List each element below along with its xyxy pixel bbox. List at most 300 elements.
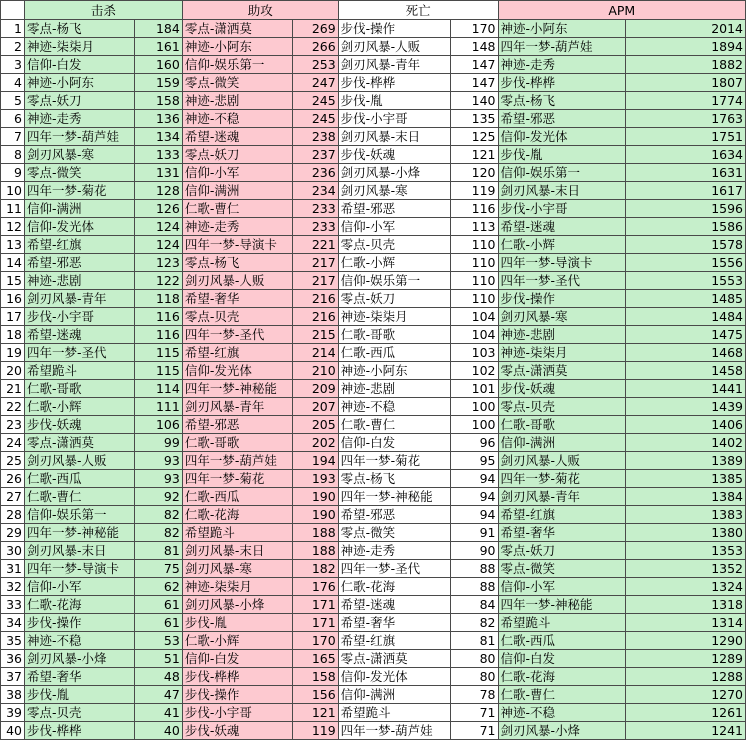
cell-apm-value[interactable]: 1261 bbox=[626, 704, 746, 722]
cell-deaths-name[interactable]: 零点-潇洒莫 bbox=[338, 650, 450, 668]
cell-kills-value[interactable]: 124 bbox=[134, 218, 182, 236]
cell-apm-value[interactable]: 1774 bbox=[626, 92, 746, 110]
cell-assists-name[interactable]: 希望-迷魂 bbox=[182, 128, 292, 146]
cell-deaths-name[interactable]: 仁歌-花海 bbox=[338, 578, 450, 596]
cell-apm-name[interactable]: 仁歌-小辉 bbox=[498, 236, 626, 254]
cell-assists-name[interactable]: 步伐-桦桦 bbox=[182, 668, 292, 686]
cell-apm-value[interactable]: 1241 bbox=[626, 722, 746, 740]
cell-apm-name[interactable]: 神迹-不稳 bbox=[498, 704, 626, 722]
cell-assists-name[interactable]: 希望-奢华 bbox=[182, 290, 292, 308]
cell-assists-value[interactable]: 190 bbox=[292, 488, 338, 506]
cell-apm-name[interactable]: 零点-潇洒莫 bbox=[498, 362, 626, 380]
cell-deaths-name[interactable]: 四年一梦-葫芦娃 bbox=[338, 722, 450, 740]
cell-assists-value[interactable]: 171 bbox=[292, 614, 338, 632]
row-number[interactable]: 14 bbox=[1, 254, 25, 272]
cell-deaths-name[interactable]: 零点-妖刀 bbox=[338, 290, 450, 308]
cell-deaths-name[interactable]: 四年一梦-神秘能 bbox=[338, 488, 450, 506]
row-number[interactable]: 34 bbox=[1, 614, 25, 632]
cell-kills-value[interactable]: 111 bbox=[134, 398, 182, 416]
cell-apm-value[interactable]: 1468 bbox=[626, 344, 746, 362]
cell-deaths-value[interactable]: 90 bbox=[450, 542, 498, 560]
cell-deaths-value[interactable]: 110 bbox=[450, 254, 498, 272]
cell-deaths-name[interactable]: 步伐-操作 bbox=[338, 20, 450, 38]
cell-assists-name[interactable]: 信仰-娱乐第一 bbox=[182, 56, 292, 74]
cell-apm-name[interactable]: 仁歌-西瓜 bbox=[498, 632, 626, 650]
cell-apm-name[interactable]: 仁歌-哥歌 bbox=[498, 416, 626, 434]
cell-assists-value[interactable]: 188 bbox=[292, 524, 338, 542]
row-number[interactable]: 23 bbox=[1, 416, 25, 434]
cell-kills-value[interactable]: 53 bbox=[134, 632, 182, 650]
cell-apm-name[interactable]: 步伐-小宇哥 bbox=[498, 200, 626, 218]
cell-kills-value[interactable]: 134 bbox=[134, 128, 182, 146]
cell-assists-name[interactable]: 零点-微笑 bbox=[182, 74, 292, 92]
row-number[interactable]: 31 bbox=[1, 560, 25, 578]
cell-apm-name[interactable]: 希望-红旗 bbox=[498, 506, 626, 524]
cell-apm-name[interactable]: 零点-杨飞 bbox=[498, 92, 626, 110]
row-number[interactable]: 15 bbox=[1, 272, 25, 290]
cell-deaths-name[interactable]: 步伐-小宇哥 bbox=[338, 110, 450, 128]
cell-assists-value[interactable]: 247 bbox=[292, 74, 338, 92]
cell-kills-name[interactable]: 步伐-妖魂 bbox=[24, 416, 134, 434]
cell-deaths-value[interactable]: 100 bbox=[450, 416, 498, 434]
cell-apm-name[interactable]: 剑刃风暴-末日 bbox=[498, 182, 626, 200]
cell-assists-name[interactable]: 四年一梦-导演卡 bbox=[182, 236, 292, 254]
cell-kills-value[interactable]: 62 bbox=[134, 578, 182, 596]
cell-assists-value[interactable]: 176 bbox=[292, 578, 338, 596]
cell-apm-value[interactable]: 1751 bbox=[626, 128, 746, 146]
cell-deaths-value[interactable]: 100 bbox=[450, 398, 498, 416]
cell-assists-name[interactable]: 信仰-满洲 bbox=[182, 182, 292, 200]
cell-kills-name[interactable]: 零点-贝壳 bbox=[24, 704, 134, 722]
cell-deaths-value[interactable]: 84 bbox=[450, 596, 498, 614]
cell-kills-value[interactable]: 136 bbox=[134, 110, 182, 128]
cell-apm-value[interactable]: 1383 bbox=[626, 506, 746, 524]
cell-apm-name[interactable]: 步伐-妖魂 bbox=[498, 380, 626, 398]
cell-deaths-value[interactable]: 103 bbox=[450, 344, 498, 362]
cell-kills-value[interactable]: 75 bbox=[134, 560, 182, 578]
cell-assists-value[interactable]: 237 bbox=[292, 146, 338, 164]
cell-apm-name[interactable]: 神迹-柒柒月 bbox=[498, 344, 626, 362]
cell-kills-value[interactable]: 116 bbox=[134, 308, 182, 326]
row-number[interactable]: 18 bbox=[1, 326, 25, 344]
cell-apm-value[interactable]: 1586 bbox=[626, 218, 746, 236]
cell-assists-name[interactable]: 神迹-不稳 bbox=[182, 110, 292, 128]
row-number[interactable]: 4 bbox=[1, 74, 25, 92]
cell-deaths-name[interactable]: 神迹-悲剧 bbox=[338, 380, 450, 398]
cell-deaths-value[interactable]: 88 bbox=[450, 578, 498, 596]
cell-assists-value[interactable]: 182 bbox=[292, 560, 338, 578]
cell-assists-name[interactable]: 剑刃风暴-小烽 bbox=[182, 596, 292, 614]
row-number[interactable]: 25 bbox=[1, 452, 25, 470]
row-number[interactable]: 19 bbox=[1, 344, 25, 362]
cell-kills-value[interactable]: 61 bbox=[134, 614, 182, 632]
cell-deaths-name[interactable]: 剑刃风暴-小烽 bbox=[338, 164, 450, 182]
cell-kills-name[interactable]: 希望-迷魂 bbox=[24, 326, 134, 344]
cell-apm-value[interactable]: 2014 bbox=[626, 20, 746, 38]
cell-assists-name[interactable]: 剑刃风暴-寒 bbox=[182, 560, 292, 578]
cell-deaths-name[interactable]: 零点-杨飞 bbox=[338, 470, 450, 488]
cell-deaths-value[interactable]: 71 bbox=[450, 704, 498, 722]
cell-assists-name[interactable]: 步伐-操作 bbox=[182, 686, 292, 704]
cell-kills-name[interactable]: 剑刃风暴-人贩 bbox=[24, 452, 134, 470]
cell-apm-value[interactable]: 1475 bbox=[626, 326, 746, 344]
cell-apm-name[interactable]: 希望跪斗 bbox=[498, 614, 626, 632]
cell-deaths-value[interactable]: 147 bbox=[450, 56, 498, 74]
cell-deaths-name[interactable]: 四年一梦-圣代 bbox=[338, 560, 450, 578]
cell-apm-value[interactable]: 1882 bbox=[626, 56, 746, 74]
column-header-kills[interactable]: 击杀 bbox=[24, 1, 182, 20]
cell-apm-name[interactable]: 步伐-桦桦 bbox=[498, 74, 626, 92]
cell-deaths-value[interactable]: 94 bbox=[450, 506, 498, 524]
cell-kills-name[interactable]: 仁歌-哥歌 bbox=[24, 380, 134, 398]
cell-deaths-name[interactable]: 仁歌-西瓜 bbox=[338, 344, 450, 362]
cell-apm-name[interactable]: 剑刃风暴-青年 bbox=[498, 488, 626, 506]
column-header-apm[interactable]: APM bbox=[498, 1, 746, 20]
cell-apm-value[interactable]: 1484 bbox=[626, 308, 746, 326]
cell-assists-name[interactable]: 零点-杨飞 bbox=[182, 254, 292, 272]
cell-kills-value[interactable]: 158 bbox=[134, 92, 182, 110]
cell-assists-value[interactable]: 121 bbox=[292, 704, 338, 722]
cell-kills-value[interactable]: 81 bbox=[134, 542, 182, 560]
cell-kills-name[interactable]: 神迹-不稳 bbox=[24, 632, 134, 650]
cell-kills-name[interactable]: 仁歌-小辉 bbox=[24, 398, 134, 416]
cell-apm-name[interactable]: 信仰-满洲 bbox=[498, 434, 626, 452]
cell-kills-value[interactable]: 126 bbox=[134, 200, 182, 218]
row-number[interactable]: 39 bbox=[1, 704, 25, 722]
cell-kills-value[interactable]: 159 bbox=[134, 74, 182, 92]
cell-apm-value[interactable]: 1556 bbox=[626, 254, 746, 272]
cell-kills-name[interactable]: 四年一梦-神秘能 bbox=[24, 524, 134, 542]
cell-deaths-value[interactable]: 71 bbox=[450, 722, 498, 740]
cell-kills-value[interactable]: 124 bbox=[134, 236, 182, 254]
cell-kills-name[interactable]: 剑刃风暴-小烽 bbox=[24, 650, 134, 668]
cell-assists-name[interactable]: 四年一梦-神秘能 bbox=[182, 380, 292, 398]
cell-apm-name[interactable]: 神迹-小阿东 bbox=[498, 20, 626, 38]
cell-apm-value[interactable]: 1314 bbox=[626, 614, 746, 632]
cell-assists-name[interactable]: 步伐-妖魂 bbox=[182, 722, 292, 740]
cell-apm-value[interactable]: 1380 bbox=[626, 524, 746, 542]
cell-kills-name[interactable]: 零点-妖刀 bbox=[24, 92, 134, 110]
cell-assists-value[interactable]: 209 bbox=[292, 380, 338, 398]
cell-kills-value[interactable]: 128 bbox=[134, 182, 182, 200]
row-number[interactable]: 5 bbox=[1, 92, 25, 110]
cell-kills-name[interactable]: 零点-微笑 bbox=[24, 164, 134, 182]
cell-assists-name[interactable]: 希望跪斗 bbox=[182, 524, 292, 542]
cell-kills-name[interactable]: 步伐-操作 bbox=[24, 614, 134, 632]
cell-kills-name[interactable]: 神迹-悲剧 bbox=[24, 272, 134, 290]
row-number[interactable]: 36 bbox=[1, 650, 25, 668]
cell-deaths-name[interactable]: 剑刃风暴-青年 bbox=[338, 56, 450, 74]
cell-kills-name[interactable]: 零点-杨飞 bbox=[24, 20, 134, 38]
cell-deaths-value[interactable]: 94 bbox=[450, 470, 498, 488]
column-header-assists[interactable]: 助攻 bbox=[182, 1, 338, 20]
cell-deaths-value[interactable]: 101 bbox=[450, 380, 498, 398]
row-number[interactable]: 26 bbox=[1, 470, 25, 488]
cell-kills-value[interactable]: 106 bbox=[134, 416, 182, 434]
cell-kills-name[interactable]: 仁歌-花海 bbox=[24, 596, 134, 614]
cell-assists-name[interactable]: 仁歌-花海 bbox=[182, 506, 292, 524]
cell-apm-value[interactable]: 1289 bbox=[626, 650, 746, 668]
cell-apm-name[interactable]: 仁歌-曹仁 bbox=[498, 686, 626, 704]
cell-kills-name[interactable]: 神迹-走秀 bbox=[24, 110, 134, 128]
cell-deaths-name[interactable]: 希望-迷魂 bbox=[338, 596, 450, 614]
cell-assists-value[interactable]: 156 bbox=[292, 686, 338, 704]
cell-assists-value[interactable]: 233 bbox=[292, 218, 338, 236]
cell-assists-value[interactable]: 194 bbox=[292, 452, 338, 470]
cell-deaths-value[interactable]: 94 bbox=[450, 488, 498, 506]
cell-apm-value[interactable]: 1288 bbox=[626, 668, 746, 686]
cell-deaths-value[interactable]: 80 bbox=[450, 650, 498, 668]
cell-deaths-value[interactable]: 110 bbox=[450, 290, 498, 308]
row-number[interactable]: 22 bbox=[1, 398, 25, 416]
cell-kills-value[interactable]: 123 bbox=[134, 254, 182, 272]
cell-deaths-name[interactable]: 信仰-娱乐第一 bbox=[338, 272, 450, 290]
row-number[interactable]: 7 bbox=[1, 128, 25, 146]
cell-assists-name[interactable]: 剑刃风暴-青年 bbox=[182, 398, 292, 416]
cell-deaths-value[interactable]: 82 bbox=[450, 614, 498, 632]
row-number[interactable]: 30 bbox=[1, 542, 25, 560]
row-number[interactable]: 32 bbox=[1, 578, 25, 596]
cell-assists-value[interactable]: 205 bbox=[292, 416, 338, 434]
cell-kills-name[interactable]: 信仰-满洲 bbox=[24, 200, 134, 218]
cell-assists-name[interactable]: 信仰-白发 bbox=[182, 650, 292, 668]
cell-deaths-name[interactable]: 希望-红旗 bbox=[338, 632, 450, 650]
cell-deaths-value[interactable]: 102 bbox=[450, 362, 498, 380]
cell-deaths-value[interactable]: 96 bbox=[450, 434, 498, 452]
row-number[interactable]: 38 bbox=[1, 686, 25, 704]
cell-deaths-name[interactable]: 神迹-走秀 bbox=[338, 542, 450, 560]
cell-kills-value[interactable]: 115 bbox=[134, 362, 182, 380]
cell-assists-value[interactable]: 170 bbox=[292, 632, 338, 650]
row-number[interactable]: 6 bbox=[1, 110, 25, 128]
cell-kills-name[interactable]: 希望跪斗 bbox=[24, 362, 134, 380]
cell-kills-value[interactable]: 115 bbox=[134, 344, 182, 362]
cell-deaths-value[interactable]: 135 bbox=[450, 110, 498, 128]
cell-assists-value[interactable]: 233 bbox=[292, 200, 338, 218]
cell-assists-name[interactable]: 零点-妖刀 bbox=[182, 146, 292, 164]
cell-kills-value[interactable]: 184 bbox=[134, 20, 182, 38]
row-number[interactable]: 21 bbox=[1, 380, 25, 398]
cell-deaths-value[interactable]: 116 bbox=[450, 200, 498, 218]
cell-deaths-name[interactable]: 剑刃风暴-寒 bbox=[338, 182, 450, 200]
cell-kills-name[interactable]: 四年一梦-菊花 bbox=[24, 182, 134, 200]
row-number[interactable]: 24 bbox=[1, 434, 25, 452]
cell-kills-name[interactable]: 希望-红旗 bbox=[24, 236, 134, 254]
cell-kills-value[interactable]: 160 bbox=[134, 56, 182, 74]
cell-apm-value[interactable]: 1634 bbox=[626, 146, 746, 164]
cell-apm-name[interactable]: 希望-奢华 bbox=[498, 524, 626, 542]
cell-assists-value[interactable]: 190 bbox=[292, 506, 338, 524]
cell-kills-name[interactable]: 仁歌-曹仁 bbox=[24, 488, 134, 506]
cell-assists-name[interactable]: 四年一梦-圣代 bbox=[182, 326, 292, 344]
cell-apm-value[interactable]: 1763 bbox=[626, 110, 746, 128]
cell-kills-name[interactable]: 希望-奢华 bbox=[24, 668, 134, 686]
cell-assists-value[interactable]: 165 bbox=[292, 650, 338, 668]
cell-kills-value[interactable]: 122 bbox=[134, 272, 182, 290]
cell-assists-value[interactable]: 193 bbox=[292, 470, 338, 488]
cell-apm-name[interactable]: 步伐-胤 bbox=[498, 146, 626, 164]
cell-deaths-name[interactable]: 仁歌-哥歌 bbox=[338, 326, 450, 344]
row-number[interactable]: 29 bbox=[1, 524, 25, 542]
cell-assists-name[interactable]: 仁歌-小辉 bbox=[182, 632, 292, 650]
cell-deaths-name[interactable]: 希望跪斗 bbox=[338, 704, 450, 722]
cell-deaths-value[interactable]: 110 bbox=[450, 236, 498, 254]
cell-kills-value[interactable]: 48 bbox=[134, 668, 182, 686]
cell-apm-name[interactable]: 零点-妖刀 bbox=[498, 542, 626, 560]
cell-kills-name[interactable]: 步伐-胤 bbox=[24, 686, 134, 704]
cell-apm-name[interactable]: 四年一梦-圣代 bbox=[498, 272, 626, 290]
cell-assists-value[interactable]: 217 bbox=[292, 272, 338, 290]
cell-deaths-name[interactable]: 剑刃风暴-人贩 bbox=[338, 38, 450, 56]
cell-assists-value[interactable]: 215 bbox=[292, 326, 338, 344]
cell-apm-name[interactable]: 步伐-操作 bbox=[498, 290, 626, 308]
cell-assists-value[interactable]: 214 bbox=[292, 344, 338, 362]
cell-deaths-name[interactable]: 剑刃风暴-末日 bbox=[338, 128, 450, 146]
cell-deaths-value[interactable]: 120 bbox=[450, 164, 498, 182]
cell-assists-name[interactable]: 神迹-小阿东 bbox=[182, 38, 292, 56]
cell-assists-name[interactable]: 信仰-小军 bbox=[182, 164, 292, 182]
row-number[interactable]: 16 bbox=[1, 290, 25, 308]
row-number[interactable]: 9 bbox=[1, 164, 25, 182]
row-number[interactable]: 13 bbox=[1, 236, 25, 254]
cell-deaths-value[interactable]: 95 bbox=[450, 452, 498, 470]
cell-deaths-name[interactable]: 神迹-小阿东 bbox=[338, 362, 450, 380]
cell-kills-value[interactable]: 51 bbox=[134, 650, 182, 668]
cell-assists-value[interactable]: 217 bbox=[292, 254, 338, 272]
cell-assists-value[interactable]: 119 bbox=[292, 722, 338, 740]
cell-apm-name[interactable]: 希望-迷魂 bbox=[498, 218, 626, 236]
cell-apm-value[interactable]: 1631 bbox=[626, 164, 746, 182]
cell-deaths-name[interactable]: 希望-奢华 bbox=[338, 614, 450, 632]
row-number[interactable]: 12 bbox=[1, 218, 25, 236]
cell-deaths-value[interactable]: 91 bbox=[450, 524, 498, 542]
cell-assists-value[interactable]: 269 bbox=[292, 20, 338, 38]
cell-deaths-value[interactable]: 113 bbox=[450, 218, 498, 236]
cell-deaths-name[interactable]: 神迹-不稳 bbox=[338, 398, 450, 416]
cell-assists-name[interactable]: 神迹-走秀 bbox=[182, 218, 292, 236]
row-number[interactable]: 8 bbox=[1, 146, 25, 164]
cell-apm-name[interactable]: 仁歌-花海 bbox=[498, 668, 626, 686]
cell-assists-name[interactable]: 仁歌-西瓜 bbox=[182, 488, 292, 506]
cell-deaths-name[interactable]: 信仰-发光体 bbox=[338, 668, 450, 686]
cell-kills-name[interactable]: 信仰-小军 bbox=[24, 578, 134, 596]
cell-apm-name[interactable]: 剑刃风暴-寒 bbox=[498, 308, 626, 326]
cell-kills-name[interactable]: 剑刃风暴-寒 bbox=[24, 146, 134, 164]
cell-apm-name[interactable]: 希望-邪恶 bbox=[498, 110, 626, 128]
cell-apm-value[interactable]: 1458 bbox=[626, 362, 746, 380]
row-number[interactable]: 2 bbox=[1, 38, 25, 56]
cell-kills-name[interactable]: 神迹-小阿东 bbox=[24, 74, 134, 92]
cell-apm-name[interactable]: 零点-微笑 bbox=[498, 560, 626, 578]
row-number[interactable]: 40 bbox=[1, 722, 25, 740]
cell-kills-name[interactable]: 四年一梦-葫芦娃 bbox=[24, 128, 134, 146]
cell-deaths-value[interactable]: 148 bbox=[450, 38, 498, 56]
cell-apm-value[interactable]: 1807 bbox=[626, 74, 746, 92]
cell-deaths-value[interactable]: 147 bbox=[450, 74, 498, 92]
cell-assists-name[interactable]: 四年一梦-葫芦娃 bbox=[182, 452, 292, 470]
cell-apm-value[interactable]: 1385 bbox=[626, 470, 746, 488]
cell-kills-value[interactable]: 41 bbox=[134, 704, 182, 722]
cell-assists-value[interactable]: 253 bbox=[292, 56, 338, 74]
cell-apm-name[interactable]: 四年一梦-葫芦娃 bbox=[498, 38, 626, 56]
cell-apm-name[interactable]: 信仰-发光体 bbox=[498, 128, 626, 146]
cell-deaths-value[interactable]: 125 bbox=[450, 128, 498, 146]
cell-kills-name[interactable]: 步伐-小宇哥 bbox=[24, 308, 134, 326]
cell-deaths-name[interactable]: 信仰-白发 bbox=[338, 434, 450, 452]
cell-assists-value[interactable]: 221 bbox=[292, 236, 338, 254]
cell-assists-value[interactable]: 245 bbox=[292, 110, 338, 128]
cell-deaths-name[interactable]: 步伐-桦桦 bbox=[338, 74, 450, 92]
cell-assists-value[interactable]: 171 bbox=[292, 596, 338, 614]
cell-apm-name[interactable]: 信仰-小军 bbox=[498, 578, 626, 596]
cell-kills-name[interactable]: 四年一梦-圣代 bbox=[24, 344, 134, 362]
cell-assists-value[interactable]: 210 bbox=[292, 362, 338, 380]
cell-assists-name[interactable]: 剑刃风暴-末日 bbox=[182, 542, 292, 560]
cell-kills-value[interactable]: 93 bbox=[134, 452, 182, 470]
cell-kills-value[interactable]: 118 bbox=[134, 290, 182, 308]
cell-kills-name[interactable]: 信仰-发光体 bbox=[24, 218, 134, 236]
cell-deaths-name[interactable]: 希望-邪恶 bbox=[338, 506, 450, 524]
cell-kills-name[interactable]: 神迹-柒柒月 bbox=[24, 38, 134, 56]
cell-deaths-name[interactable]: 希望-邪恶 bbox=[338, 200, 450, 218]
cell-deaths-name[interactable]: 步伐-胤 bbox=[338, 92, 450, 110]
cell-deaths-value[interactable]: 81 bbox=[450, 632, 498, 650]
cell-kills-name[interactable]: 仁歌-西瓜 bbox=[24, 470, 134, 488]
row-number[interactable]: 27 bbox=[1, 488, 25, 506]
cell-assists-value[interactable]: 216 bbox=[292, 308, 338, 326]
cell-kills-name[interactable]: 零点-潇洒莫 bbox=[24, 434, 134, 452]
cell-deaths-name[interactable]: 仁歌-小辉 bbox=[338, 254, 450, 272]
cell-apm-name[interactable]: 信仰-白发 bbox=[498, 650, 626, 668]
cell-kills-value[interactable]: 99 bbox=[134, 434, 182, 452]
cell-apm-name[interactable]: 四年一梦-菊花 bbox=[498, 470, 626, 488]
cell-apm-value[interactable]: 1384 bbox=[626, 488, 746, 506]
column-header-deaths[interactable]: 死亡 bbox=[338, 1, 498, 20]
cell-deaths-value[interactable]: 104 bbox=[450, 326, 498, 344]
cell-apm-value[interactable]: 1270 bbox=[626, 686, 746, 704]
cell-kills-value[interactable]: 82 bbox=[134, 524, 182, 542]
cell-kills-name[interactable]: 希望-邪恶 bbox=[24, 254, 134, 272]
cell-kills-value[interactable]: 131 bbox=[134, 164, 182, 182]
row-number[interactable]: 11 bbox=[1, 200, 25, 218]
cell-apm-value[interactable]: 1485 bbox=[626, 290, 746, 308]
cell-deaths-name[interactable]: 信仰-满洲 bbox=[338, 686, 450, 704]
cell-apm-name[interactable]: 零点-贝壳 bbox=[498, 398, 626, 416]
corner-cell[interactable] bbox=[1, 1, 25, 20]
row-number[interactable]: 20 bbox=[1, 362, 25, 380]
cell-deaths-name[interactable]: 步伐-妖魂 bbox=[338, 146, 450, 164]
cell-kills-value[interactable]: 161 bbox=[134, 38, 182, 56]
row-number[interactable]: 3 bbox=[1, 56, 25, 74]
row-number[interactable]: 33 bbox=[1, 596, 25, 614]
cell-assists-value[interactable]: 202 bbox=[292, 434, 338, 452]
cell-kills-value[interactable]: 114 bbox=[134, 380, 182, 398]
cell-kills-name[interactable]: 剑刃风暴-青年 bbox=[24, 290, 134, 308]
cell-deaths-value[interactable]: 119 bbox=[450, 182, 498, 200]
cell-assists-name[interactable]: 四年一梦-菊花 bbox=[182, 470, 292, 488]
cell-apm-name[interactable]: 信仰-娱乐第一 bbox=[498, 164, 626, 182]
cell-apm-value[interactable]: 1553 bbox=[626, 272, 746, 290]
cell-kills-name[interactable]: 信仰-白发 bbox=[24, 56, 134, 74]
cell-assists-name[interactable]: 步伐-胤 bbox=[182, 614, 292, 632]
row-number[interactable]: 35 bbox=[1, 632, 25, 650]
cell-deaths-value[interactable]: 170 bbox=[450, 20, 498, 38]
cell-assists-value[interactable]: 245 bbox=[292, 92, 338, 110]
cell-deaths-value[interactable]: 88 bbox=[450, 560, 498, 578]
cell-apm-value[interactable]: 1617 bbox=[626, 182, 746, 200]
cell-deaths-name[interactable]: 神迹-柒柒月 bbox=[338, 308, 450, 326]
cell-deaths-value[interactable]: 78 bbox=[450, 686, 498, 704]
